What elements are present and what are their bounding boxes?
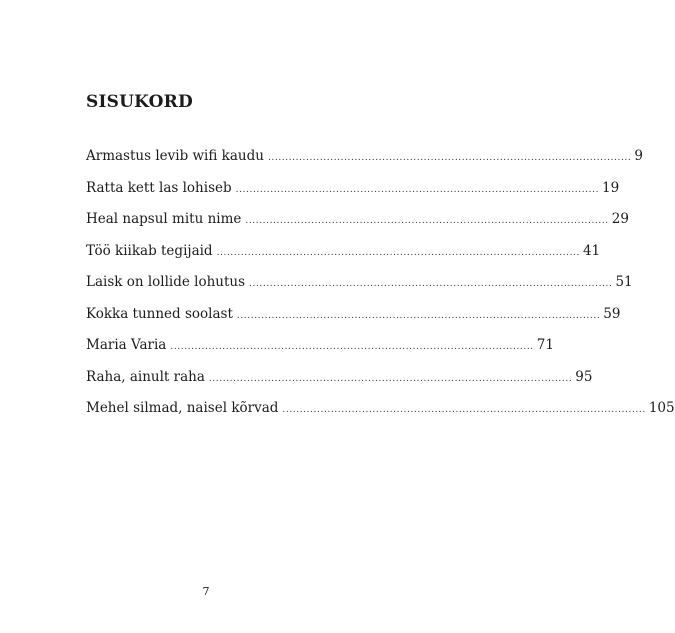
toc-entry xyxy=(86,305,621,338)
dot-leader: ......................................................................................................... xyxy=(216,247,580,258)
toc-entry-page: 9 xyxy=(634,148,643,164)
toc-entry xyxy=(86,337,554,369)
toc-entry-page: 51 xyxy=(615,274,633,290)
page-title: SISUKORD xyxy=(86,92,193,112)
toc-entry-title: Töö kiikab tegijaid xyxy=(86,242,213,259)
toc-entry-page: 19 xyxy=(602,179,620,196)
toc-entry xyxy=(86,368,593,401)
toc-entry xyxy=(86,400,675,432)
dot-leader: ......................................................................................................... xyxy=(267,153,632,163)
dot-leader: ......................................................................................................... xyxy=(236,310,601,321)
dot-leader: ......................................................................................................... xyxy=(235,184,600,195)
toc-entry xyxy=(86,211,629,243)
toc-entry-page: 71 xyxy=(536,337,554,353)
dot-leader: ......................................................................................................... xyxy=(282,405,646,415)
toc-entry-title: Kokka tunned soolast xyxy=(86,305,233,322)
toc-entry-title: Maria Varia xyxy=(86,337,167,353)
toc-entry-page: 105 xyxy=(648,400,675,416)
dot-leader: ......................................................................................................... xyxy=(245,216,609,226)
toc-entry-page: 59 xyxy=(603,305,621,322)
toc-entry-page: 95 xyxy=(575,368,593,385)
table-of-contents xyxy=(86,148,675,432)
toc-entry-page: 41 xyxy=(582,242,601,259)
page-number: 7 xyxy=(202,585,210,598)
toc-entry-title: Armastus levib wifi kaudu xyxy=(86,148,264,164)
dot-leader: ......................................................................................................... xyxy=(249,279,613,289)
toc-entry-title: Laisk on lollide lohutus xyxy=(86,274,246,290)
toc-entry-title: Mehel silmad, naisel kõrvad xyxy=(86,400,279,416)
toc-entry-title: Raha, ainult raha xyxy=(86,368,205,385)
dot-leader: ......................................................................................................... xyxy=(170,342,534,352)
toc-entry xyxy=(86,148,643,180)
dot-leader: ......................................................................................................... xyxy=(208,373,573,384)
toc-entry xyxy=(86,274,633,306)
toc-entry-page: 29 xyxy=(611,211,629,227)
toc-entry xyxy=(86,242,601,275)
toc-entry-title: Heal napsul mitu nime xyxy=(86,211,242,227)
toc-entry-title: Ratta kett las lohiseb xyxy=(86,179,232,196)
toc-entry xyxy=(86,179,620,212)
